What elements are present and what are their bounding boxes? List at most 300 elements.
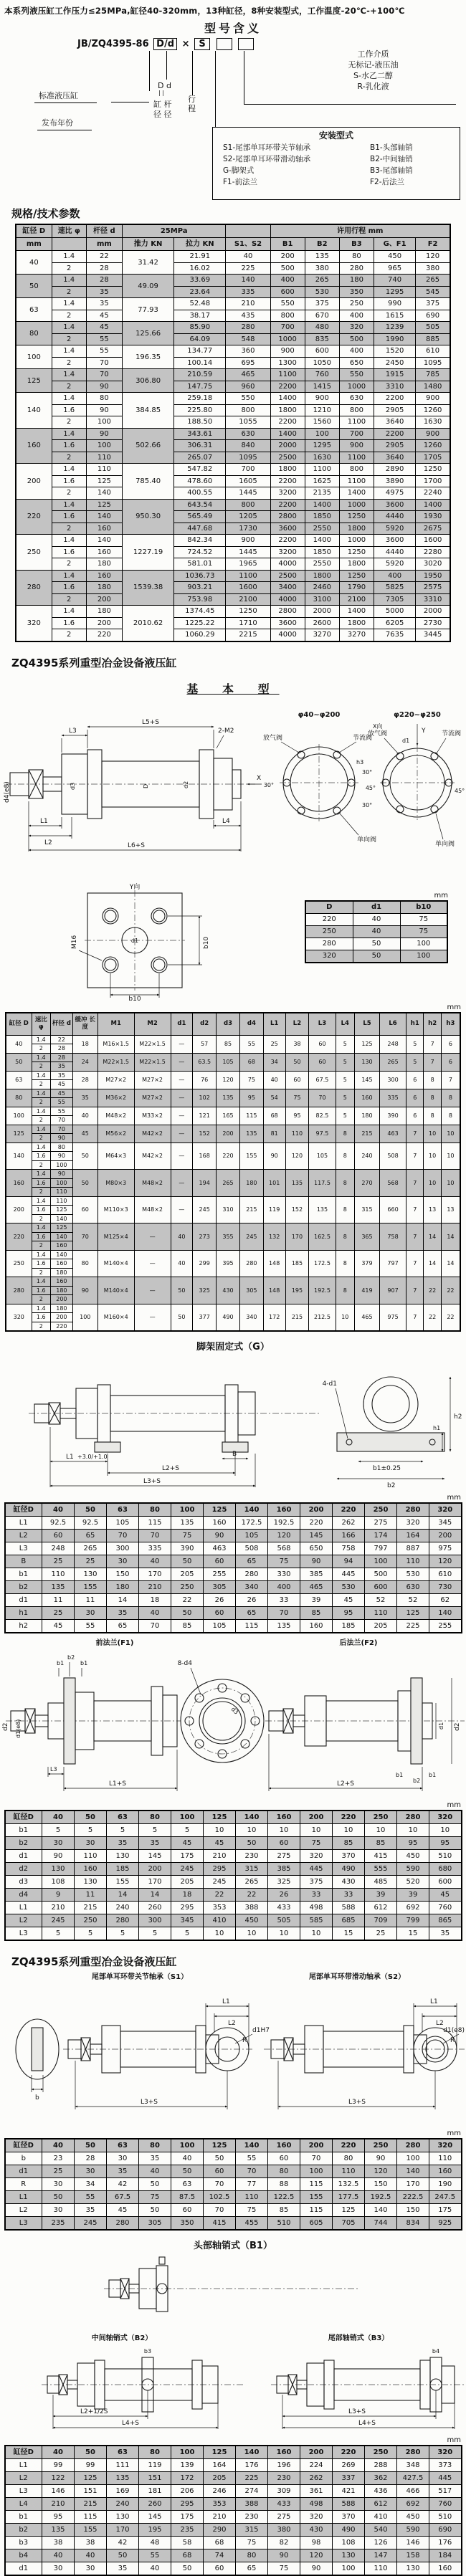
table-cell: 1295 (374, 286, 416, 298)
table-cell: 160 (86, 570, 122, 582)
dim-label-b2: b2 (67, 1654, 75, 1661)
table-cell: 196.35 (122, 345, 173, 369)
dim-label-b1: b1±0.25 (373, 1465, 401, 1472)
table-cell: 500 (365, 1568, 397, 1581)
table-row (6, 1250, 460, 1259)
table-cell: 670 (305, 310, 339, 322)
dim-label-l4s: L4+S (358, 2420, 376, 2427)
table-row (305, 938, 447, 950)
table-cell: 1.4 (32, 1053, 51, 1062)
table-cell: 705 (333, 2217, 365, 2231)
table-row (16, 251, 450, 263)
table-cell: 5 (171, 1824, 204, 1837)
table-cell: 105 (217, 1053, 240, 1071)
table-cell: 340 (236, 1581, 268, 1594)
table-cell: b3 (5, 2537, 42, 2549)
table-cell: 2000 (270, 440, 305, 452)
table-cell: B3 (339, 238, 374, 251)
table-cell: 110 (365, 1607, 397, 1620)
table-row (5, 2485, 462, 2498)
table-cell: 200 (217, 1125, 240, 1142)
table-row (16, 570, 450, 582)
table-cell: 3310 (374, 381, 416, 393)
table-cell: 99 (75, 2459, 107, 2472)
series-title: ZQ4395系列重型冶金设备液压缸 (11, 1955, 177, 1968)
table-cell: 1250 (226, 606, 270, 618)
table-cell: 8 (424, 1071, 441, 1089)
dim-label-b10: b10 (128, 995, 141, 1003)
table-cell: 119 (263, 1196, 285, 1223)
table-cell: 581.01 (174, 558, 226, 571)
table-cell: 70 (51, 1125, 73, 1134)
table-cell: 22 (424, 1304, 441, 1331)
table-cell: 22 (441, 1304, 460, 1331)
table-cell: 120 (285, 1142, 309, 1170)
table-cell: 92.5 (75, 1517, 107, 1530)
table-cell: 450 (397, 2511, 429, 2524)
table-cell: 2 (32, 1116, 51, 1125)
dim-label-r: R (242, 2037, 247, 2044)
table-cell (52, 238, 86, 251)
table-cell: 2 (52, 487, 86, 500)
table-cell: 105 (236, 1530, 268, 1542)
table-cell: 250 (75, 1914, 107, 1927)
table-cell: 433 (268, 2498, 300, 2511)
table-cell: 385 (300, 1568, 333, 1581)
table-cell: 410 (204, 1914, 236, 1927)
table-cell: 40 (139, 1555, 171, 1568)
table-cell: — (171, 1142, 193, 1170)
table-cell: h2 (5, 1620, 42, 1633)
working-medium-item: S-水乙二醇 (353, 70, 393, 80)
eye-mount-table-grid (4, 2138, 462, 2231)
table-cell: 60 (204, 2165, 236, 2178)
table-cell: 140 (429, 1607, 462, 1620)
table-row (16, 499, 450, 511)
table-cell: 57 (193, 1035, 217, 1053)
table-cell: 8 (336, 1170, 355, 1197)
table-cell: 436 (365, 2485, 397, 2498)
axis-label-x: X (257, 774, 262, 782)
table-cell: 135 (42, 2524, 75, 2537)
table-row (5, 1568, 462, 1581)
table-cell: 505 (268, 1914, 300, 1927)
table-cell: M56×2 (98, 1125, 134, 1142)
table-cell: 25 (75, 1555, 107, 1568)
table-row (16, 582, 450, 594)
table-cell: 1800 (339, 558, 374, 571)
table-cell: 2280 (416, 546, 450, 558)
table-cell: M48×2 (134, 1170, 171, 1197)
table-cell: 288 (365, 2459, 397, 2472)
table-cell: 38.17 (174, 310, 226, 322)
table-cell: 246 (204, 2485, 236, 2498)
table-cell: 6 (441, 1053, 460, 1071)
table-cell: 3200 (270, 546, 305, 558)
table-cell: 68 (239, 1053, 263, 1071)
table-cell: 235 (42, 2217, 75, 2231)
table-cell: 65 (236, 1607, 268, 1620)
table-cell: 50 (72, 1142, 98, 1170)
table-cell: 95 (239, 1089, 263, 1107)
table-cell: 206 (171, 2485, 204, 2498)
table-cell: L1 (5, 2459, 42, 2472)
d1-b10-table (287, 900, 466, 963)
table-cell: 540 (365, 2524, 397, 2537)
table-cell: 3100 (305, 593, 339, 606)
table-cell: 320 (397, 1517, 429, 1530)
table-cell: 164 (397, 1530, 429, 1542)
table-cell: 205 (365, 1620, 397, 1633)
table-cell: 797 (365, 1542, 397, 1555)
angle-label-30: 30° (362, 768, 373, 776)
table-cell: 140 (236, 2446, 268, 2459)
table-cell: 447.68 (174, 523, 226, 535)
table-cell: 8 (336, 1125, 355, 1142)
table-cell: 325 (193, 1277, 217, 1304)
table-cell: 158 (397, 2549, 429, 2562)
dim-label-l2: L2 (44, 839, 52, 846)
table-row (5, 1902, 462, 1914)
table-cell: b10 (400, 901, 447, 914)
table-cell: 1800 (270, 464, 305, 476)
series-title: ZQ4395系列重型冶金设备液压缸 (11, 656, 177, 669)
table-cell: 245 (204, 1876, 236, 1889)
table-cell: 160 (51, 1277, 73, 1287)
table-cell: 700 (270, 322, 305, 334)
table-cell: 385 (268, 1863, 300, 1876)
table-cell: 320 (429, 2139, 462, 2152)
table-cell: 70 (268, 1607, 300, 1620)
unit-label: mm (447, 2436, 461, 2444)
table-cell: 1400 (270, 393, 305, 405)
working-medium-item: R-乳化液 (357, 81, 389, 91)
table-cell: 85.90 (174, 322, 226, 334)
table-cell: 132 (263, 1223, 285, 1251)
table-cell: 31.42 (122, 251, 173, 275)
table-cell: 192.5 (365, 2191, 397, 2204)
dim-label-h1: h1 (433, 1425, 441, 1431)
table-cell: 555 (365, 1863, 397, 1876)
table-cell: 40 (42, 2549, 75, 2562)
table-cell: 7 (424, 1053, 441, 1071)
table-cell: 1295 (305, 440, 339, 452)
table-row (16, 546, 450, 558)
table-cell: 14 (107, 1594, 139, 1607)
table-cell: — (171, 1170, 193, 1197)
table-cell: 490 (333, 1863, 365, 1876)
table-cell: 50 (75, 2139, 107, 2152)
table-row (16, 286, 450, 298)
table-cell: 115 (139, 1517, 171, 1530)
table-cell: 280 (107, 1914, 139, 1927)
table-cell: 14 (441, 1250, 460, 1277)
table-cell: 160 (268, 2446, 300, 2459)
dim-label-l4: L4 (222, 817, 230, 825)
table-cell: G、F1 (374, 238, 416, 251)
table-cell: 240 (107, 1902, 139, 1914)
table-cell: 85 (171, 1620, 204, 1633)
table-cell: 1445 (226, 487, 270, 500)
table-cell: 3640 (374, 416, 416, 429)
dim-label-d1h7: d1H7 (252, 2027, 270, 2034)
table-cell: 35 (107, 2165, 139, 2178)
table-cell: 210 (42, 1902, 75, 1914)
table-cell: 200 (139, 1863, 171, 1876)
table-cell: 200 (86, 593, 122, 606)
table-cell: 140 (226, 275, 270, 287)
table-cell: 1400 (305, 535, 339, 547)
table-cell: 2 (52, 381, 86, 393)
table-cell: 63 (107, 1811, 139, 1824)
table-cell: d4 (239, 1013, 263, 1036)
table-cell: 140 (16, 393, 52, 429)
table-cell: 75 (236, 2537, 268, 2549)
table-cell: 48 (139, 2537, 171, 2549)
table-cell: 10 (429, 1824, 462, 1837)
table-cell: 1.4 (52, 570, 86, 582)
table-cell: 45 (51, 1080, 73, 1089)
table-cell: 125 (204, 2446, 236, 2459)
table-cell: 1250 (416, 464, 450, 476)
table-cell: 99 (42, 2459, 75, 2472)
table-cell: 260 (139, 1902, 171, 1914)
table-cell: 15 (333, 1927, 365, 1941)
table-cell: 200 (270, 251, 305, 263)
table-cell: 40 (139, 1607, 171, 1620)
table-cell: 744 (365, 2217, 397, 2231)
basic-dimensions-table-grid (5, 1012, 461, 1332)
table-cell: 1100 (339, 416, 374, 429)
table-cell: 165 (217, 1107, 240, 1125)
table-cell: 220 (333, 2139, 365, 2152)
label-dd: D d (158, 81, 171, 90)
table-cell: h1 (5, 1607, 42, 1620)
table-cell: 22 (51, 1035, 73, 1044)
table-cell: L5 (355, 1013, 380, 1036)
table-cell: 140 (86, 511, 122, 523)
table-cell: 45 (86, 310, 122, 322)
table-cell: 1800 (339, 617, 374, 629)
table-cell: 900 (270, 345, 305, 358)
table-cell: 160 (86, 523, 122, 535)
valve-label-air-release: 放气阀 (262, 734, 282, 742)
table-cell: L1 (5, 2191, 42, 2204)
table-cell: 30 (75, 1607, 107, 1620)
table-cell: 760 (305, 369, 339, 381)
table-cell: 400 (339, 345, 374, 358)
table-cell: 2200 (270, 535, 305, 547)
table-cell: 100 (333, 2562, 365, 2576)
table-cell: 95 (333, 1607, 365, 1620)
table-cell: 1.4 (32, 1089, 51, 1098)
table-row (16, 298, 450, 310)
table-cell: 240 (355, 1142, 380, 1170)
table-cell: 85 (217, 1035, 240, 1053)
table-cell: 85 (300, 1607, 333, 1620)
table-cell: 188.50 (174, 416, 226, 429)
table-cell: 1.4 (52, 275, 86, 287)
dim-label-l3s: L3+S (141, 2099, 158, 2106)
table-cell: 100 (86, 440, 122, 452)
table-cell: d3 (5, 1876, 42, 1889)
table-cell: 2905 (374, 440, 416, 452)
table-cell: 2 (32, 1214, 51, 1223)
table-cell: M1 (98, 1013, 134, 1036)
table-row (16, 333, 450, 345)
dim-label-b3: b3 (143, 2348, 152, 2355)
table-cell: 975 (379, 1304, 406, 1331)
table-cell: L3 (5, 2485, 42, 2498)
dim-label-b4: b4 (432, 2348, 440, 2355)
table-cell: — (134, 1223, 171, 1251)
table-cell: 310 (217, 1196, 240, 1223)
table-cell: 1400 (270, 428, 305, 440)
d1-b10-table-grid (305, 900, 448, 963)
table-cell: 903.21 (174, 582, 226, 594)
table-cell: 111 (107, 2459, 139, 2472)
table-cell: 210 (204, 1850, 236, 1863)
table-cell: 92.5 (42, 1517, 75, 1530)
table-cell: L1 (5, 1517, 42, 1530)
table-cell: 98 (300, 2537, 333, 2549)
table-cell: 40 (226, 251, 270, 263)
model-code-s-box: S (194, 38, 210, 50)
table-cell: 10 (333, 1824, 365, 1837)
table-cell: 115 (75, 2511, 107, 2524)
table-cell: 50 (139, 2178, 171, 2191)
table-cell: 120 (300, 2549, 333, 2562)
table-cell: 50 (204, 2152, 236, 2165)
table-cell: — (171, 1196, 193, 1223)
table-cell: 50 (42, 2191, 75, 2204)
table-cell: 280 (236, 1568, 268, 1581)
table-cell: 160 (429, 2165, 462, 2178)
model-meaning-diagram (0, 19, 466, 200)
table-cell: 70 (204, 2204, 236, 2217)
table-cell: 50 (75, 2446, 107, 2459)
table-cell: 130 (107, 2511, 139, 2524)
table-cell: 1850 (305, 511, 339, 523)
table-cell: 70 (72, 1223, 98, 1251)
table-cell: 1730 (226, 523, 270, 535)
table-cell: 350 (171, 2217, 204, 2231)
table-cell: 4000 (270, 593, 305, 606)
table-cell: 10 (300, 1824, 333, 1837)
table-cell: 90 (51, 1134, 73, 1143)
table-cell: 39 (300, 1594, 333, 1607)
table-cell: 140 (236, 1811, 268, 1824)
table-cell: 8 (336, 1196, 355, 1223)
table-cell: 120 (365, 2165, 397, 2178)
table-cell: 465 (226, 369, 270, 381)
table-cell: 90 (365, 2152, 397, 2165)
angle-label-30: 30° (362, 801, 373, 808)
table-cell: 40 (16, 251, 52, 275)
table-cell: 220 (16, 499, 52, 535)
table-cell: 70 (139, 1620, 171, 1633)
table-cell: 1850 (305, 546, 339, 558)
table-cell: 1625 (305, 475, 339, 487)
table-cell: 530 (305, 286, 339, 298)
table-cell: 362 (365, 2472, 397, 2485)
table-cell: 125 (204, 1503, 236, 1517)
table-cell: 200 (51, 1313, 73, 1322)
table-cell: 145 (139, 1850, 171, 1863)
table-cell: 2675 (416, 523, 450, 535)
table-cell: 600 (429, 1876, 462, 1889)
table-cell: 370 (333, 1850, 365, 1863)
table-cell: 18 (171, 1889, 204, 1902)
leader-line (166, 51, 167, 80)
table-cell: 900 (226, 535, 270, 547)
table-cell: 176 (236, 2459, 268, 2472)
table-cell: 2000 (416, 606, 450, 618)
table-cell: 147.75 (174, 381, 226, 393)
dim-label-l1-tol: +3.0/+1.0 (77, 1454, 108, 1460)
table-cell: 300 (139, 1914, 171, 1927)
table-cell: 335 (379, 1089, 406, 1107)
dim-label-l3s: L3+S (348, 2099, 366, 2106)
table-cell: M140×4 (98, 1250, 134, 1277)
dim-label-b2: b2 (387, 1482, 396, 1489)
table-cell: 95 (429, 1837, 462, 1850)
table-cell: 120 (268, 1530, 300, 1542)
table-cell: 1990 (374, 333, 416, 345)
table-row (6, 1142, 460, 1152)
table-cell: M64×3 (98, 1142, 134, 1170)
dim-label-b1: b1 (429, 1772, 437, 1778)
table-cell: 22 (171, 1594, 204, 1607)
table-cell: 5825 (374, 582, 416, 594)
table-cell: 990 (374, 298, 416, 310)
table-cell: 390 (379, 1107, 406, 1125)
model-code (77, 38, 255, 50)
table-cell: 550 (226, 393, 270, 405)
table-cell: 170 (107, 2524, 139, 2537)
table-cell: 1100 (226, 570, 270, 582)
table-cell: 10 (336, 1304, 355, 1331)
table-cell: 70 (107, 1530, 139, 1542)
table-cell: 530 (333, 1581, 365, 1594)
table-cell: 75 (236, 2204, 268, 2217)
table-cell: 102 (193, 1089, 217, 1107)
table-cell: 40 (139, 2165, 171, 2178)
table-cell: 缸径D (5, 2139, 42, 2152)
table-cell: — (171, 1107, 193, 1125)
table-cell: 753.98 (174, 593, 226, 606)
table-cell: 3890 (374, 475, 416, 487)
table-cell: L4 (5, 2498, 42, 2511)
table-cell: 13 (441, 1196, 460, 1223)
dim-label-d1: d1 (130, 937, 139, 944)
table-cell: M33×2 (134, 1107, 171, 1125)
table-cell: 75 (400, 925, 447, 938)
table-cell: 6 (406, 1089, 424, 1107)
range-label-small: φ40~φ200 (298, 710, 341, 719)
table-cell: 419 (355, 1277, 380, 1304)
table-cell: d4 (5, 1889, 42, 1902)
table-cell: 160 (429, 2562, 462, 2576)
table-cell: 100 (171, 1503, 204, 1517)
table-cell: 340 (239, 1304, 263, 1331)
table-cell: 1.6 (32, 1152, 51, 1161)
table-cell: 90 (300, 1555, 333, 1568)
table-cell: 2 (52, 629, 86, 641)
mounting-type-row (213, 141, 460, 153)
table-cell: 1374.45 (174, 606, 226, 618)
table-cell: 415 (365, 1850, 397, 1863)
